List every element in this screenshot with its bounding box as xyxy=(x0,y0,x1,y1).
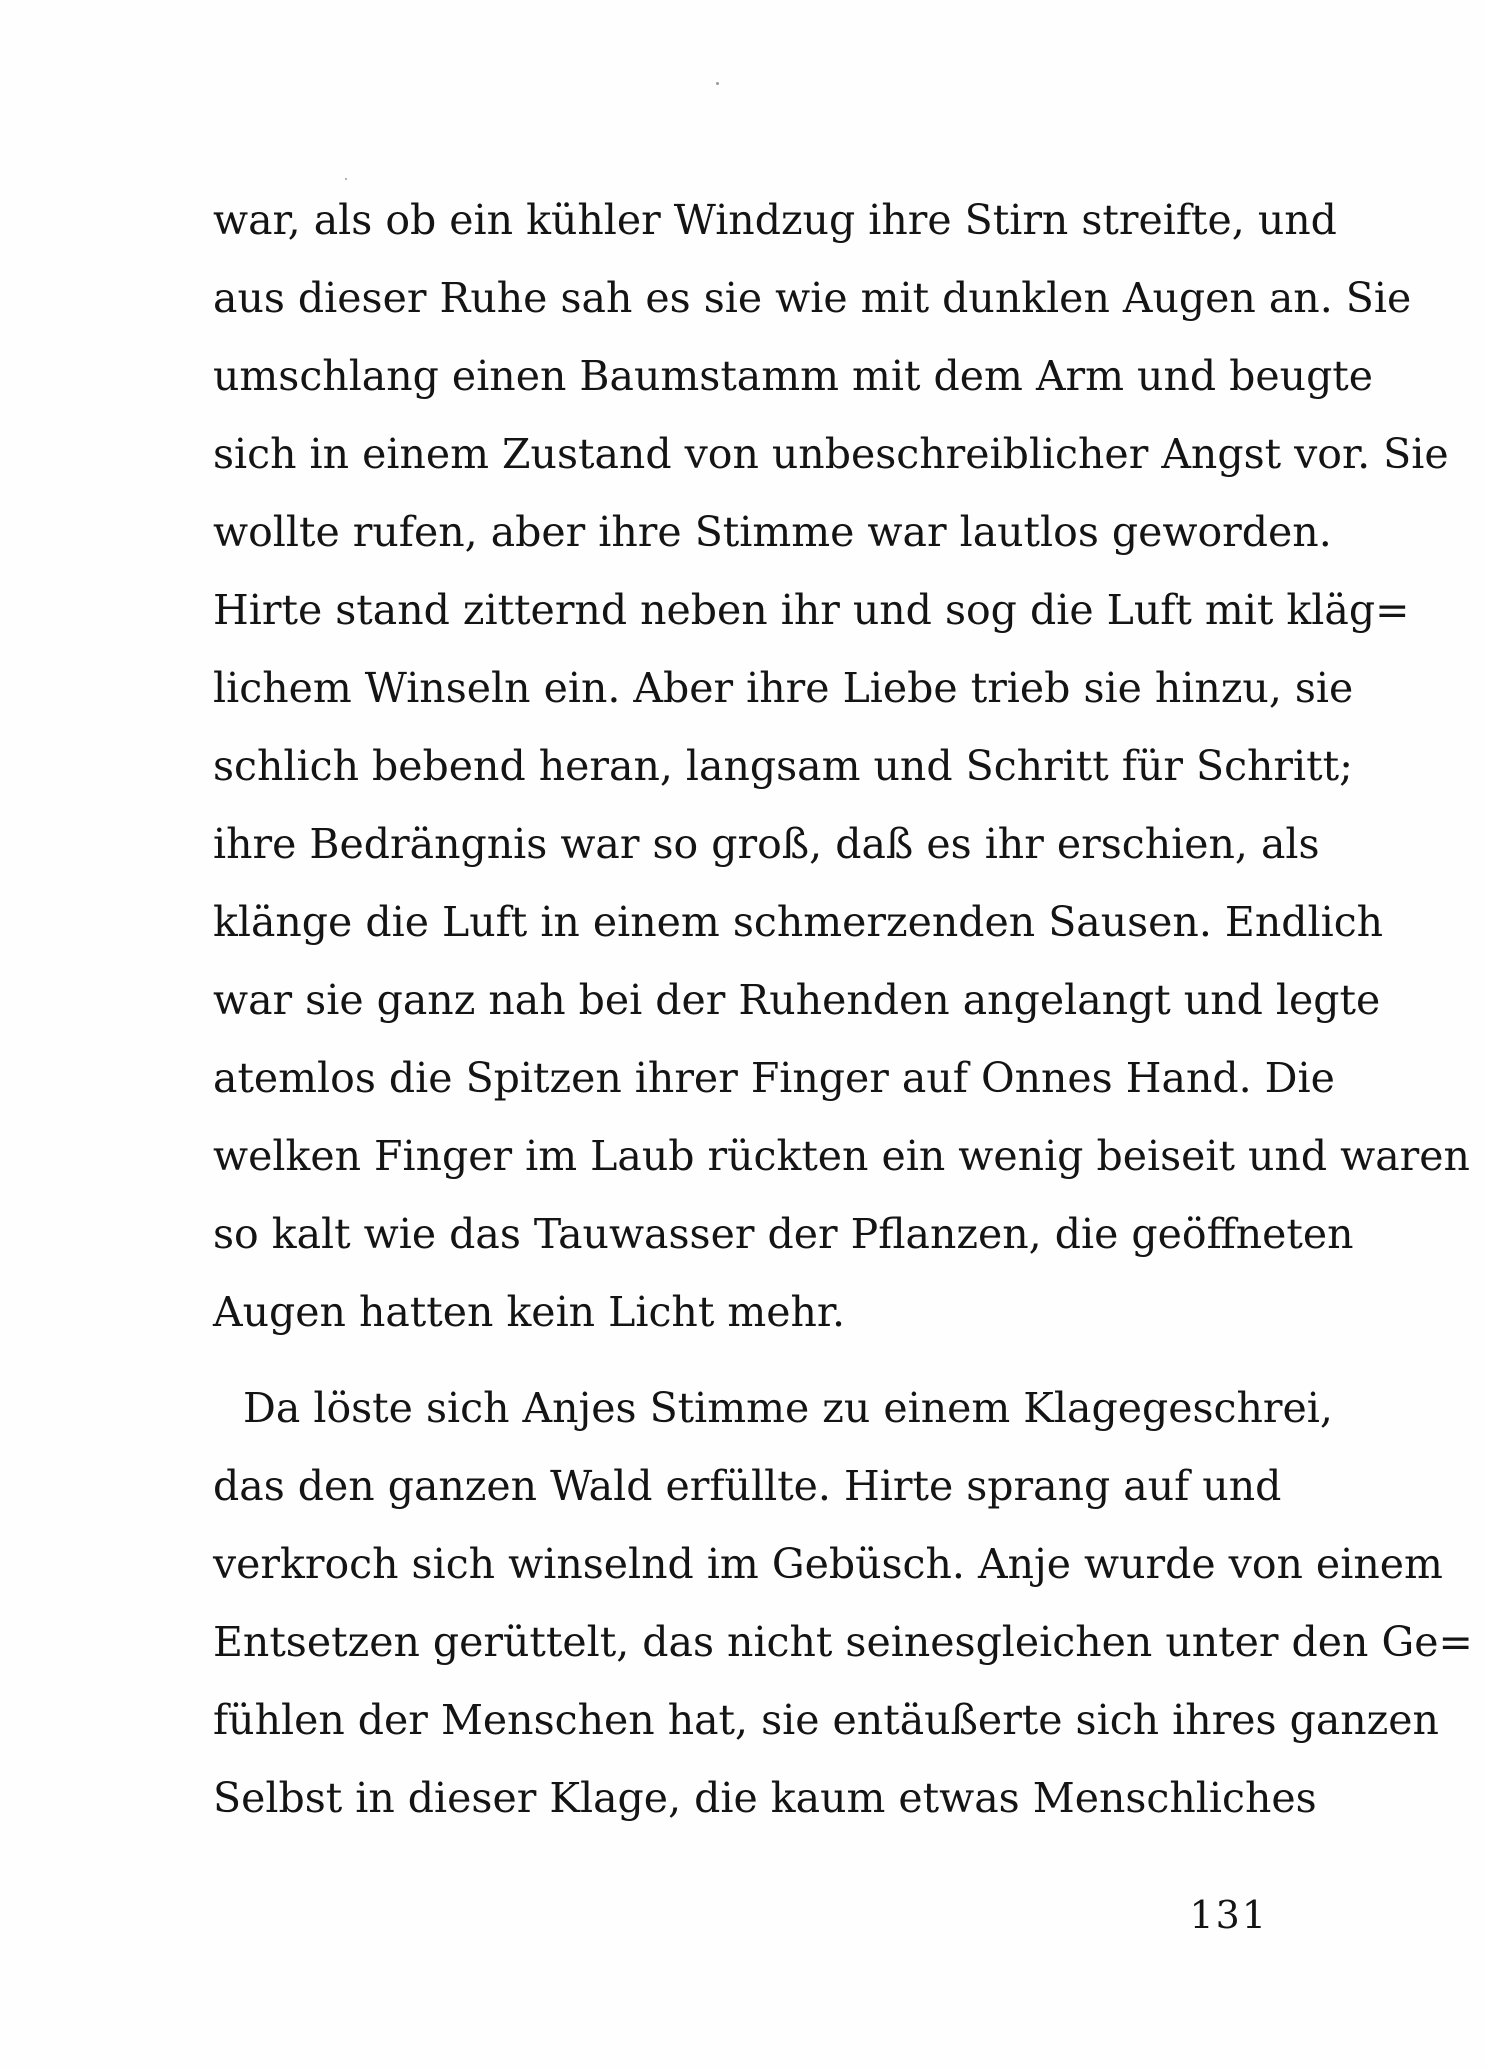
text-line: Augen hatten kein Licht mehr. xyxy=(213,1288,846,1336)
text-line: umschlang einen Baumstamm mit dem Arm und beugte xyxy=(213,352,1374,400)
text-line: ihre Bedrängnis war so groß, daß es ihr erschien, als xyxy=(213,820,1320,868)
page-number: 131 xyxy=(1189,1893,1268,1937)
text-line: aus dieser Ruhe sah es sie wie mit dunklen Augen an. Sie xyxy=(213,274,1412,322)
text-line: schlich bebend heran, langsam und Schritt für Schritt; xyxy=(213,742,1353,790)
text-line: atemlos die Spitzen ihrer Finger auf Onnes Hand. Die xyxy=(213,1054,1335,1102)
text-line: Selbst in dieser Klage, die kaum etwas Menschliches xyxy=(213,1774,1317,1822)
text-line: war, als ob ein kühler Windzug ihre Stirn streifte, und xyxy=(213,196,1337,244)
text-line: so kalt wie das Tauwasser der Pflanzen, die geöffneten xyxy=(213,1210,1354,1258)
text-line: sich in einem Zustand von unbeschreiblicher Angst vor. Sie xyxy=(213,430,1449,478)
text-line: verkroch sich winselnd im Gebüsch. Anje wurde von einem xyxy=(213,1540,1443,1588)
text-line: war sie ganz nah bei der Ruhenden angelangt und legte xyxy=(213,976,1381,1024)
paper-speck xyxy=(345,178,347,180)
text-line: Hirte stand zitternd neben ihr und sog die Luft mit kläg= xyxy=(213,586,1410,634)
text-line: das den ganzen Wald erfüllte. Hirte sprang auf und xyxy=(213,1462,1282,1510)
text-line: Da löste sich Anjes Stimme zu einem Klagegeschrei, xyxy=(243,1384,1333,1432)
paper-speck xyxy=(716,82,719,85)
text-line: fühlen der Menschen hat, sie entäußerte sich ihres ganzen xyxy=(213,1696,1439,1744)
text-line: klänge die Luft in einem schmerzenden Sausen. Endlich xyxy=(213,898,1384,946)
text-line: welken Finger im Laub rückten ein wenig beiseit und waren xyxy=(213,1132,1470,1180)
text-line: wollte rufen, aber ihre Stimme war lautlos geworden. xyxy=(213,508,1332,556)
text-line: lichem Winseln ein. Aber ihre Liebe trieb sie hinzu, sie xyxy=(213,664,1354,712)
text-line: Entsetzen gerüttelt, das nicht seinesgleichen unter den Ge= xyxy=(213,1618,1473,1666)
